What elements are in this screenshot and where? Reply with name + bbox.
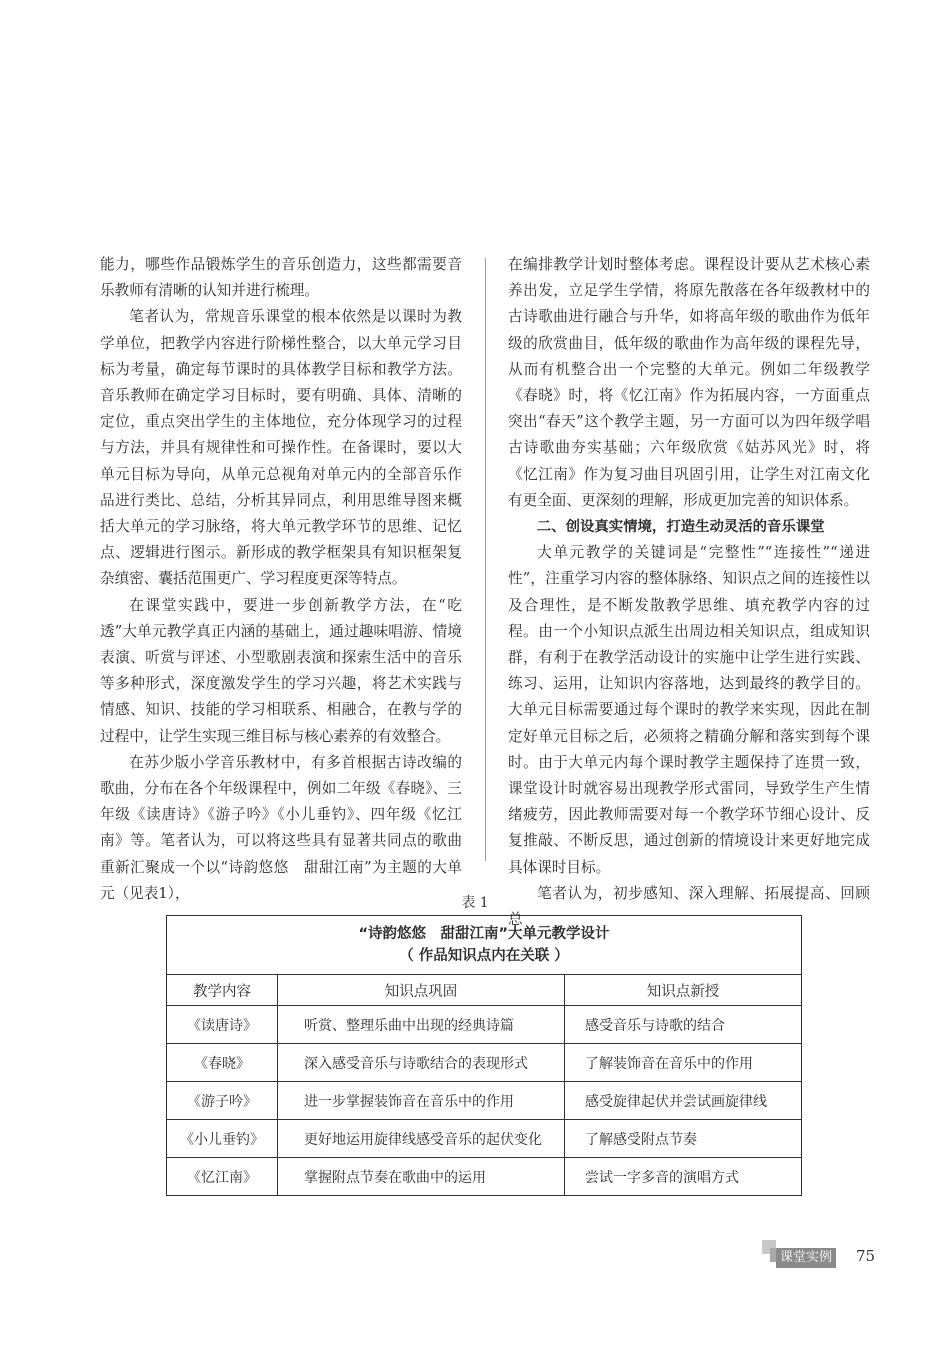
- left-paragraph-4: 在苏少版小学音乐教材中，有多首根据古诗改编的歌曲，分布在各个年级课程中，例如二年级《春晓》、三年级《读唐诗》《游子吟》《小儿垂钓》、四年级《忆江南》等。笔者认为，可以将这些具有显著共同点的歌曲重新汇聚成一个以“诗韵悠悠 甜甜江南”为主题的大单元（见表1），: [100, 753, 462, 902]
- left-paragraph-3: 在课堂实践中，要进一步创新教学方法，在“吃透”大单元教学真正内涵的基础上，通过趣味唱游、情境表演、听赏与评述、小型歌剧表演和探索生活中的音乐等多种形式，深度激发学生的学习兴趣，将艺术实践与情感、知识、技能的学习相联系、相融合，在教与学的过程中，让学生实现三维目标与核心素养的有效整合。: [100, 596, 462, 745]
- table-title-line1: “诗韵悠悠 甜甜江南”大单元教学设计: [358, 926, 610, 942]
- table-title-line2: （ 作品知识点内在关联 ）: [399, 948, 569, 964]
- column-divider: [485, 258, 486, 861]
- row-consolidation: 深入感受音乐与诗歌结合的表现形式: [278, 1044, 565, 1082]
- knowledge-table: [166, 915, 802, 1196]
- left-column: [100, 252, 462, 907]
- right-paragraph-1: 在编排教学计划时整体考虑。课程设计要从艺术核心素养出发，立足学生学情，将原先散落在各年级教材中的古诗歌曲进行融合与升华，如将高年级的歌曲作为低年级的欣赏曲目，低年级的歌曲作为高年级的课程先导，从而有机整合出一个完整的大单元。例如二年级教学《春晓》时，将《忆江南》作为拓展内容，一方面重点突出“春天”这个教学主题，另一方面可以为四年级学唱古诗歌曲夯实基础；六年级欣赏《姑苏风光》时，将《忆江南》作为复习曲目巩固引用，让学生对江南文化有更全面、更深刻的理解，形成更加完善的知识体系。: [508, 256, 870, 509]
- table-title: [167, 916, 802, 975]
- table-title-row: [167, 916, 802, 975]
- left-paragraph-1: 能力，哪些作品锻炼学生的音乐创造力，这些都需要音乐教师有清晰的认知并进行梳理。: [100, 256, 462, 300]
- right-column: [508, 252, 870, 933]
- table-caption: 表 1: [461, 895, 489, 911]
- section-label: 课堂实例: [776, 1248, 836, 1268]
- row-work: 《游子吟》: [167, 1082, 278, 1120]
- right-paragraph-2: 大单元教学的关键词是“完整性”“连接性”“递进性”，注重学习内容的整体脉络、知识点之间的连接性以及合理性，是不断发散教学思维、填充教学内容的过程。由一个小知识点派生出周边相关知识点，组成知识群，有利于在教学活动设计的实施中让学生进行实践、练习、运用，让知识内容落地，达到最终的教学目的。大单元目标需要通过每个课时的教学来实现，因此在制定好单元目标之后，必须将之精确分解和落实到每个课时。由于大单元内每个课时教学主题保持了连贯一致，课堂设计时就容易出现教学形式雷同，导致学生产生情绪疲劳，因此教师需要对每一个教学环节细心设计、反复推敲、不断反思，通过创新的情境设计来更好地完成具体课时目标。: [508, 544, 870, 876]
- table-row: [167, 1006, 802, 1044]
- left-paragraph-2: 笔者认为，常规音乐课堂的根本依然是以课时为教学单位，把教学内容进行阶梯性整合，以大单元学习目标为考量，确定每节课时的具体教学目标和教学方法。音乐教师在确定学习目标时，要有明确、具体、清晰的定位，重点突出学生的主体地位，充分体现学习的过程与方法，并具有规律性和可操作性。在备课时，要以大单元目标为导向，从单元总视角对单元内的全部音乐作品进行类比、总结，分析其异同点，利用思维导图来概括大单元的学习脉络，将大单元教学环节的思维、记忆点、逻辑进行图示。新形成的教学框架具有知识框架复杂缜密、囊括范围更广、学习程度更深等特点。: [100, 308, 462, 588]
- row-consolidation: 掌握附点节奏在歌曲中的运用: [278, 1158, 565, 1196]
- row-new: 感受音乐与诗歌的结合: [565, 1006, 802, 1044]
- header-new: 知识点新授: [565, 975, 802, 1006]
- table-row: [167, 1044, 802, 1082]
- row-new: 感受旋律起伏并尝试画旋律线: [565, 1082, 802, 1120]
- table-row: [167, 1082, 802, 1120]
- header-content: 教学内容: [167, 975, 278, 1006]
- row-work: 《读唐诗》: [167, 1006, 278, 1044]
- right-paragraph-3: 笔者认为，初步感知、深入理解、拓展提高、回顾总: [508, 884, 870, 929]
- row-new: 了解感受附点节奏: [565, 1120, 802, 1158]
- page-number: 75: [856, 1247, 876, 1265]
- row-consolidation: 更好地运用旋律线感受音乐的起伏变化: [278, 1120, 565, 1158]
- row-new: 尝试一字多音的演唱方式: [565, 1158, 802, 1196]
- row-consolidation: 听赏、整理乐曲中出现的经典诗篇: [278, 1006, 565, 1044]
- row-work: 《春晓》: [167, 1044, 278, 1082]
- row-work: 《忆江南》: [167, 1158, 278, 1196]
- row-new: 了解装饰音在音乐中的作用: [565, 1044, 802, 1082]
- table-row: [167, 1120, 802, 1158]
- row-consolidation: 进一步掌握装饰音在音乐中的作用: [278, 1082, 565, 1120]
- table-row: [167, 1158, 802, 1196]
- row-work: 《小儿垂钓》: [167, 1120, 278, 1158]
- section-heading: 二、创设真实情境，打造生动灵活的音乐课堂: [536, 519, 825, 536]
- table-header-row: [167, 975, 802, 1006]
- header-consolidation: 知识点巩固: [278, 975, 565, 1006]
